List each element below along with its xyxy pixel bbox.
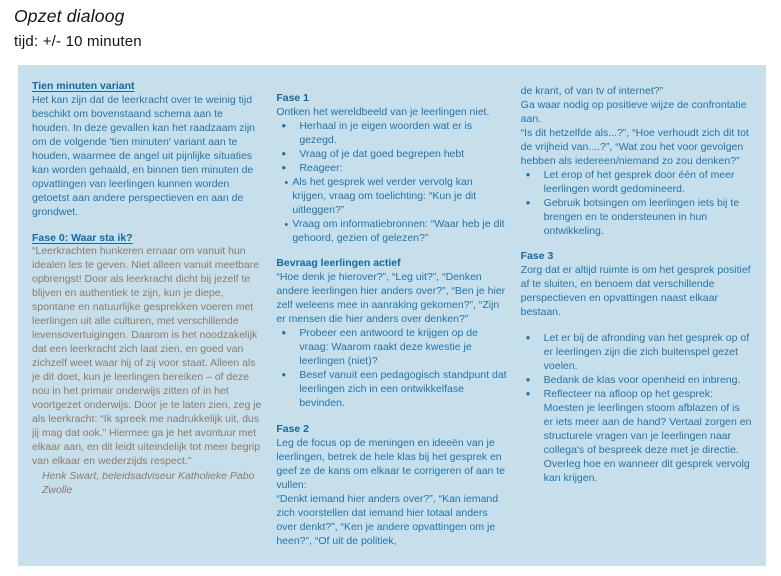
list-item	[276, 120, 507, 148]
bullet-icon: ●	[281, 162, 287, 172]
paragraph: “Denkt iemand hier anders over?”, “Kan iemand zich voorstellen dat iemand hier totaal anders over denkt?”, “Ken je andere opvattingen om je heen?”, “Of uit de politiek,	[276, 492, 499, 547]
bullet-icon: ●	[525, 169, 531, 179]
bullet-list	[276, 120, 507, 176]
list-item-text: Gebruik botsingen om leerlingen iets bij te brengen en te ondersteunen in hun ontwikkeling.	[543, 196, 740, 237]
list-item	[521, 169, 752, 197]
bullet-icon: ●	[525, 389, 531, 399]
bullet-icon: ●	[281, 148, 287, 158]
bullet-list	[521, 332, 752, 485]
list-item-text: Let er bij de afronding van het gesprek op of er leerlingen zijn die zich buitenspel gezet voelen.	[543, 332, 750, 373]
bullet-list	[276, 327, 507, 411]
quote: “Leerkrachten hunkeren ernaar om vanuit hun idealen les te geven. Niet alleen vanuit meetbare opbrengst! Door als leerkracht dicht bij jezelf te blijven en authentiek te zijn, kun je diepe, spontane en natuurlijke gesprekken voeren met leerlingen uit alle culturen, met verschillende levensovertuigingen. Daarom is het noodzakelijk dat een leerkracht zich laat zien, en goed van zichzelf weet waar hij of zij voor staat. Alleen als je dit doet, kun je leerlingen bereiken – of deze nou in het primair onderwijs zitten of in het voortgezet onderwijs. Door je te laten zien, zeg je als leerkracht: “Ik spreek me nadrukkelijk uit, dus jij mag dat ook.” Hiermee ga je het avontuur met elkaar aan, en dit leidt uiteindelijk tot meer begrip van elkaar en wederzijds respect.”	[32, 245, 262, 467]
list-item	[521, 374, 752, 388]
bullet-icon: •	[284, 218, 289, 231]
bullet-icon: ●	[281, 328, 287, 338]
sub-bullet-list	[276, 176, 507, 246]
list-item	[276, 369, 507, 411]
list-item-text: Vraag om informatiebronnen: “Waar heb je dit gehoord, gezien of gelezen?”	[292, 217, 505, 244]
list-item	[276, 148, 507, 162]
paragraph: Ga waar nodig op positieve wijze de confrontatie aan.	[520, 98, 747, 125]
list-item	[521, 332, 752, 374]
attribution: Henk Swart, beleidsadviseur Katholieke Pabo Zwolle	[42, 469, 255, 496]
list-item-text: Bedank de klas voor openheid en inbreng.	[543, 374, 741, 387]
bullet-icon: ●	[281, 120, 287, 130]
list-item	[276, 162, 507, 176]
section-heading: Tien minuten variant	[32, 80, 135, 92]
list-item	[521, 197, 752, 239]
paragraph: Leg de focus op de meningen en ideeën van je leerlingen, betrek de hele klas bij het gesprek en geef ze de kans om elkaar te corrigeren of aan te vullen:	[276, 436, 506, 491]
panel-column-2	[276, 80, 507, 554]
list-item	[521, 388, 752, 486]
bullet-icon: •	[284, 176, 289, 189]
page-title: Opzet dialoog	[14, 6, 125, 26]
paragraph: Het kan zijn dat de leerkracht over te weinig tijd beschikt om bovenstaand schema aan te houden. In deze gevallen kan het raadzaam zijn om de volgende 'tien minuten' variant aan te houden, waarmee de angel uit pijnlijke situaties kan worden gehaald, en binnen tien minuten de opvattingen van leerlingen kunnen worden getoetst aan andere perspectieven en aan de grondwet.	[32, 93, 255, 218]
bullet-icon: ●	[525, 333, 531, 343]
bullet-icon: ●	[525, 197, 531, 207]
list-item	[276, 218, 507, 246]
list-item-text: Vraag of je dat goed begrepen hebt	[299, 147, 465, 160]
section-heading: Fase 1	[276, 92, 310, 104]
list-item-text: Probeer een antwoord te krijgen op de vraag: Waarom raakt deze kwestie je leerlingen (niet)?	[299, 327, 478, 368]
section-heading: Fase 0: Waar sta ik?	[32, 231, 133, 244]
list-item-text: Let erop of het gesprek door één of meer leerlingen wordt gedomineerd.	[543, 168, 735, 195]
panel-column-1	[32, 80, 263, 554]
list-item	[276, 176, 507, 218]
section-heading: Fase 2	[276, 422, 310, 435]
list-item	[276, 327, 507, 369]
paragraph: “Is dit hetzelfde als...?”, “Hoe verhoudt zich dit tot de vrijheid van....?”, “Wat zou het voor gevolgen hebben als iedereen/niemand zo zou denken?”	[520, 126, 749, 167]
document-header	[14, 6, 142, 50]
bullet-icon: ●	[281, 370, 287, 380]
section-heading: Bevraag leerlingen actief	[276, 257, 401, 270]
list-item-text: Besef vanuit een pedagogisch standpunt dat leerlingen zich in een ontwikkelfase bevinden.	[299, 369, 507, 410]
list-item-text: Reflecteer na afloop op het gesprek: Moesten je leerlingen stoom afblazen of is er iets meer aan de hand? Vertaal zorgen en structurele vragen van je leerlingen naar collega's of bespreek deze met je directie. Overleg hoe en wanneer dit gesprek vervolg kan krijgen.	[543, 388, 752, 484]
bullet-list	[521, 169, 752, 239]
list-item-text: Reageer:	[299, 161, 343, 174]
page-subtitle: tijd: +/- 10 minuten	[14, 33, 142, 50]
paragraph: de krant, of van tv of internet?”	[520, 85, 664, 97]
paragraph: Ontken het wereldbeeld van je leerlingen niet.	[276, 105, 490, 118]
paragraph: “Hoe denk je hierover?”, “Leg uit?”, “Denken andere leerlingen hier anders over?”, “Ben je hier zelf weleens mee in aanraking gekomen?”, “Zijn er mensen die hier anders over denken?”	[276, 271, 506, 326]
section-heading: Fase 3	[520, 250, 554, 263]
list-item-text: Als het gesprek wel verder vervolg kan krijgen, vraag om toelichting: “Kun je dit uitleggen?”	[292, 175, 477, 216]
bullet-icon: ●	[525, 375, 531, 385]
panel-column-3	[521, 80, 752, 554]
paragraph: Zorg dat er altijd ruimte is om het gesprek positief af te sluiten, en benoem dat verschillende perspectieven en opvattingen naast elkaar bestaan.	[520, 264, 751, 319]
info-panel	[18, 65, 766, 566]
list-item-text: Herhaal in je eigen woorden wat er is gezegd.	[299, 119, 473, 146]
